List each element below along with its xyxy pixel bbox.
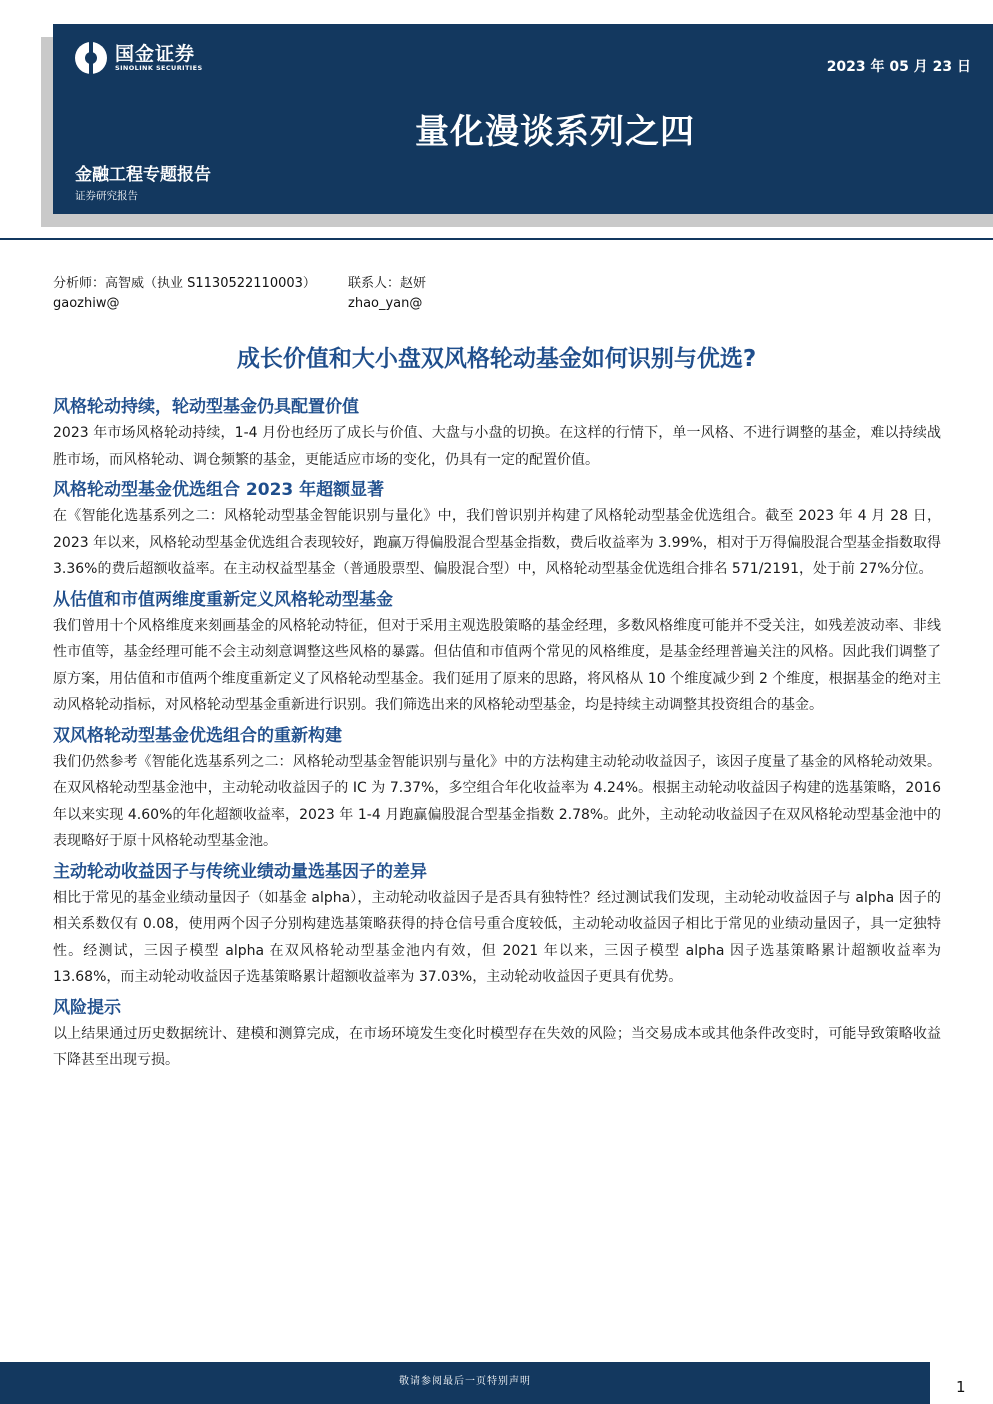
- section-text: 相比于常见的基金业绩动量因子（如基金 alpha），主动轮动收益因子是否具有独特性？经过测试我们发现，主动轮动收益因子与 alpha 因子的相关系数仅有 0.08，使用两个因子分别构建选基策略获得的持仓信号重合度较低，主动轮动收益因子相比于常见的业绩动量因子，具一定独特性。经测试，三因子模型 alpha 在双风格轮动型基金池内有效，但 2021 年以来，三因子模型 alpha 因子选基策略累计超额收益率为 13.68%，而主动轮动收益因子选基策略累计超额收益率为 37.03%，主动轮动收益因子更具有优势。: [53, 889, 941, 985]
- report-type: 金融工程专题报告: [75, 165, 211, 185]
- logo-name-cn: 国金证券: [115, 42, 196, 65]
- footer-disclaimer: 敬请参阅最后一页特别声明: [0, 1362, 930, 1404]
- section: [53, 587, 941, 719]
- company-logo: [75, 42, 203, 74]
- report-body: [53, 394, 941, 1078]
- page-number: 1: [956, 1378, 966, 1396]
- section-title: 风格轮动持续，轮动型基金仍具配置价值: [53, 397, 359, 417]
- section: [53, 723, 941, 855]
- report-headline: 成长价值和大小盘双风格轮动基金如何识别与优选?: [236, 346, 757, 372]
- section: [53, 394, 941, 473]
- section-title: 从估值和市值两维度重新定义风格轮动型基金: [53, 589, 393, 610]
- report-date: 2023 年 05 月 23 日: [826, 59, 971, 75]
- header-divider: [0, 238, 993, 240]
- contact-label: 联系人：赵妍: [348, 276, 427, 291]
- section-text: 2023 年市场风格轮动持续，1-4 月份也经历了成长与价值、大盘与小盘的切换。在这样的行情下，单一风格、不进行调整的基金，难以持续战胜市场，而风格轮动、调仓频繁的基金，更能适应市场的变化，仍具有一定的配置价值。: [53, 425, 941, 468]
- analyst-label: 分析师：高智威（执业 S1130522110003）: [53, 276, 316, 291]
- analyst-info: [53, 274, 426, 314]
- section-title: 双风格轮动型基金优选组合的重新构建: [53, 725, 342, 746]
- section-text: 我们曾用十个风格维度来刻画基金的风格轮动特征，但对于采用主观选股策略的基金经理，多数风格维度可能并不受关注，如残差波动率、非线性市值等，基金经理可能不会主动刻意调整这些风格的暴露。但估值和市值两个常见的风格维度，是基金经理普遍关注的风格。因此我们调整了原方案，用估值和市值两个维度重新定义了风格轮动型基金。我们延用了原来的思路，将风格从 10 个维度减少到 2 个维度，根据基金的绝对主动风格轮动指标，对风格轮动型基金重新进行识别。我们筛选出来的风格轮动型基金，均是持续主动调整其投资组合的基金。: [53, 617, 941, 713]
- section-title: 风险提示: [53, 997, 121, 1018]
- series-title: 量化漫谈系列之四: [415, 112, 695, 152]
- section: [53, 477, 941, 583]
- section-text: 在《智能化选基系列之二：风格轮动型基金智能识别与量化》中，我们曾识别并构建了风格轮动型基金优选组合。截至 2023 年 4 月 28 日，2023 年以来，风格轮动型基金优选组合表现较好，跑赢万得偏股混合型基金指数，费后收益率为 3.99%，相对于万得偏股混合型基金指数取得 3.36%的费后超额收益率。在主动权益型基金（普通股票型、偏股混合型）中，风格轮动型基金优选组合排名 571/2191，处于前 27%分位。: [53, 508, 941, 577]
- logo-icon: [75, 42, 107, 74]
- section-title: 主动轮动收益因子与传统业绩动量选基因子的差异: [53, 861, 427, 882]
- report-subtype: 证券研究报告: [75, 190, 138, 202]
- section-text: 以上结果通过历史数据统计、建模和测算完成，在市场环境发生变化时模型存在失效的风险；当交易成本或其他条件改变时，可能导致策略收益下降甚至出现亏损。: [53, 1025, 941, 1068]
- section-text: 我们仍然参考《智能化选基系列之二：风格轮动型基金智能识别与量化》中的方法构建主动轮动收益因子，该因子度量了基金的风格轮动效果。在双风格轮动型基金池中，主动轮动收益因子的 IC 为 7.37%，多空组合年化收益率为 4.24%。根据主动轮动收益因子构建的选基策略，2016 年以来实现 4.60%的年化超额收益率，2023 年 1-4 月跑赢偏股混合型基金指数 2.78%。此外，主动轮动收益因子在双风格轮动型基金池中的表现略好于原十风格轮动型基金池。: [53, 753, 941, 849]
- contact-email: zhao_yan@: [348, 296, 423, 311]
- section: [53, 995, 941, 1074]
- section-title: 风格轮动型基金优选组合 2023 年超额显著: [53, 480, 385, 500]
- section: [53, 859, 941, 991]
- logo-name-en: SINOLINK SECURITIES: [115, 63, 203, 72]
- report-banner: [53, 24, 993, 214]
- analyst-email: gaozhiw@: [53, 296, 120, 311]
